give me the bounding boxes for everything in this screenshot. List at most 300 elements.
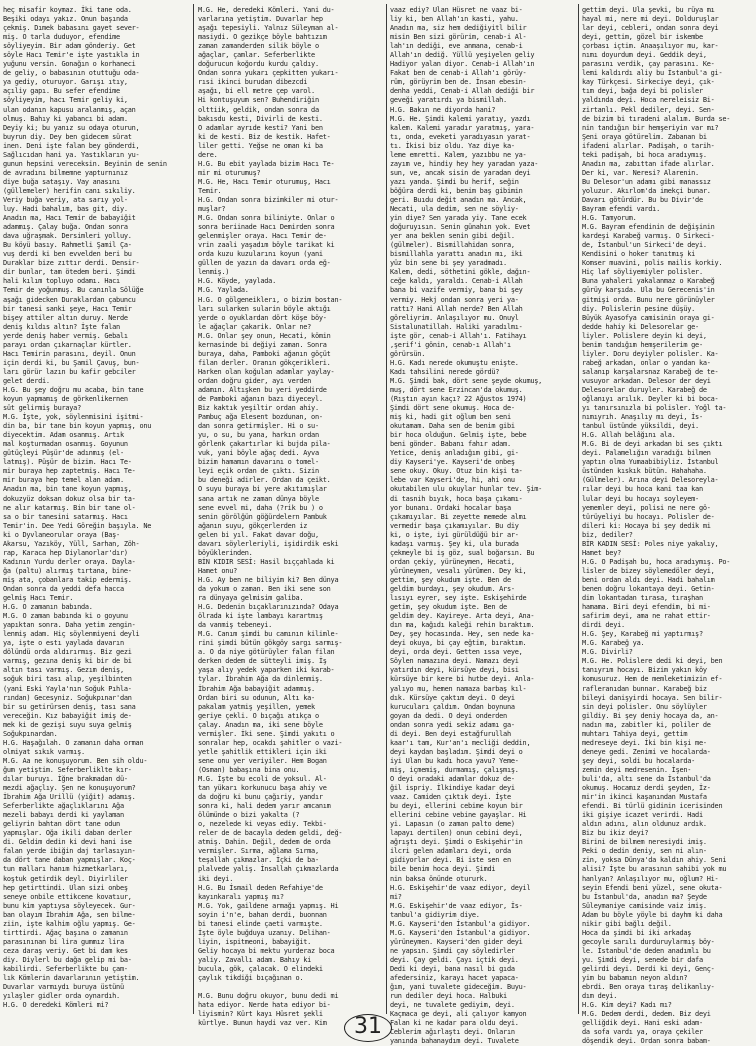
text-line: deyi okuya, bi çay eğtim, bıraktım. (390, 639, 527, 648)
text-line: gütüçleyi Püşür'de adınmış (el- (3, 449, 124, 458)
text-line: tun malları hanım hizmetkarları, (3, 865, 128, 874)
text-line: aşağı tepesiyli. Yalnız Süleyman al- (198, 24, 339, 33)
text-line: Hamet bey? (582, 548, 621, 557)
text-line: sonra ki, hali dedem yarır amcanım (198, 802, 331, 811)
text-line: iki deyi. (198, 874, 234, 883)
text-line: diy. Polislerin pesine düşüy. (582, 304, 696, 313)
text-line: rattı? Hani Allah nerde? Ben Allah (390, 304, 523, 313)
text-line: Anadın ma, zabıttan ifade alırlar. (582, 159, 715, 168)
text-line: bu deneği adirler. Ordan da çeikt. (198, 476, 331, 485)
text-line: tanbul'a gidiyrim diye. (390, 910, 480, 919)
text-line: kürsüye bir kere bi hutbe deyi. Anla- (390, 675, 535, 684)
text-line: atmiş. Dahin. Değil, dedem de orda (198, 838, 331, 847)
text-line: Kendisini o hoker tanıtmış ki (582, 250, 696, 259)
text-line: tanbul üstünde yüksildi, deyi. (582, 422, 699, 431)
text-line: Birini de bilmem neresiydi imiş. (582, 838, 707, 847)
text-column-4 (582, 6, 754, 1046)
text-line: Buna yahaleri yakalanmaz o Karabeğ (582, 277, 715, 286)
text-line: H.G. Bakın ne diyorda hani? (390, 105, 496, 114)
text-line: bizim hamamın davarını o tomel- (198, 458, 319, 467)
text-line: dere. (198, 150, 218, 159)
text-line: ziin, işte kalhim oğlu yapmış. Ge- (3, 919, 136, 928)
text-line: ebrdi. Ben oraya tıraş delikanlıy- (582, 983, 715, 992)
text-line: lapayı dertilen) onun cebini deyi, (390, 829, 523, 838)
text-line: Hamet onu? (198, 566, 237, 575)
text-line: iyi Ulan bu kadı hoca yavu? Yeme- (390, 756, 519, 765)
text-line: komusuruz. Hem de memleketimizin ef- (582, 675, 723, 684)
text-line: için derdi ki, bu Şamil Çavuş, bun- (3, 358, 140, 367)
text-line: liyin, ispitmeoni, babayiğit. (198, 937, 312, 946)
text-line: ra dünyaya gelmisim galiba. (198, 594, 304, 603)
text-line: parasınınan bi lira gummız lira (3, 937, 124, 946)
text-line: Söylen namazına deyi. Namazı deyi (390, 657, 519, 666)
text-line: lemi kaldırdı aliy bu İstanbul'a gi- (582, 69, 723, 78)
text-line: vuş derdi ki ben evvelden beri bu (3, 250, 132, 259)
text-line: gettim, şey okudum işte. Ben de (390, 575, 511, 584)
text-line: ulan odanın kapusu aralanmış, açan (3, 105, 136, 114)
text-line: (Osman) babaşına bina onu. (198, 765, 300, 774)
text-line: miş, içmemiş, durmamış, çalışmış. (390, 765, 519, 774)
text-line: H.G. Haşağılah. O zamanın daha orman (3, 738, 144, 747)
text-line: run dediler deyi hoca. Halbuki (390, 992, 507, 1001)
text-line: de avradını bilmemne yapturnınız (3, 168, 128, 177)
text-line: mek ki de gezişi suyu suya gelmiş (3, 720, 132, 729)
text-line: H.G. Şey, Karabeğ mi yaptırmış? (582, 630, 703, 639)
text-line: alisi? İşte bu arasının sahibi yok mu (582, 865, 727, 874)
text-line: muş, dört sene Erzincan'da okumuş. (390, 385, 523, 394)
text-line: H.G. O deredeki Kömleri mi? (3, 1001, 109, 1010)
text-line: dir bunlar, tam ötedem beri. Şimdi (3, 268, 136, 277)
text-line: H.G. Kim deyi? Kadı mı? (582, 1001, 672, 1010)
column-divider (386, 4, 387, 1014)
text-line: sun, ve, ancak sisin de yaradan deyi (390, 168, 531, 177)
text-line: M.G. İşte, yok, söylenmisini işitmi- (3, 413, 144, 422)
text-line: Adam bu böyle yöyle bi dayhm ki daha (582, 910, 723, 919)
text-line: ağrıştı deyi. Şimdi o Eskişehir'in (390, 838, 523, 847)
text-line: afedersiniz, karayı hacet yapaca- (390, 974, 519, 983)
text-line: Kadı tahsilini nerede gördü? (390, 367, 500, 376)
text-line: hep getirttindi. Ulan sizi onbeş (3, 883, 128, 892)
text-line: Dey, şey hocasında. Hey, sen nede ka- (390, 630, 535, 639)
text-line: kurucuları çaldım. Ondan boynuna (390, 702, 515, 711)
text-line: rüm, görüyrim ben de. İnsan ebesin- (390, 78, 527, 87)
text-line: Beşiki odayı yakız. Onun başında (3, 15, 128, 24)
text-line: kalem. Kalemi yaradır yaratmış, yara- (390, 123, 535, 132)
text-line: Hacı Temirin parasını, deyil. Onun (3, 349, 136, 358)
text-line: geri. Buıdu değit anadın ma. Ancak, (390, 195, 527, 204)
text-line: M.G. Karabeğ ya. (582, 639, 645, 648)
text-line: Duvarlar varmıydı buruya üstünü (3, 983, 124, 992)
text-line: bir su getirürsen deniş, tası sana (3, 702, 136, 711)
text-line: ilcri gelen adamları deyi, orda (390, 847, 511, 856)
text-line: rısi ikinci burudan dibezcdi (198, 78, 308, 87)
text-line: Biz bu ikiz deyi? (582, 829, 649, 838)
text-line: miş. O tarla duduyor, efendime (3, 33, 120, 42)
text-line: de geliy, o babasının otuttuğu oda- (3, 69, 140, 78)
text-line: di tasnih bıyık, hoca başa çıkamı- (390, 494, 523, 503)
text-line: tı, onda, eveketi yaradıyasın yarat- (390, 132, 531, 141)
text-line: liy ki, ben Allah'ın kasti, yahu. (390, 15, 519, 24)
text-line: sonra beriinade Hacı Demirden sonra (198, 223, 335, 232)
text-line: H.G. Köyde, yaylada. (198, 277, 276, 286)
text-line: Pambuç ağa Elesent bozdunan, on- (198, 413, 323, 422)
text-line: göreliyrim. Anlaşılıyor mu. Onuyl (390, 313, 519, 322)
text-line: Ondan sonra da yeddi defa hacca (3, 585, 124, 593)
text-line: Sağlıcıdan hani ya. Yastıkların yu- (3, 150, 140, 159)
text-line: sene okuy. Okuy. Otuz bin kişi ta- (390, 467, 523, 476)
text-line: adammış. Çalay buğa. Ondan sonra (3, 223, 128, 232)
text-line: İbrahim Ağa Urillü (yiğit) adamış. (3, 793, 136, 802)
text-line: deneye gedi. Zenimi ve hocalarda- (582, 747, 711, 756)
text-line: ölrada ki işte lambayı karartmış (198, 612, 323, 621)
text-line: H.G. O Padişah bu, hoca aradıymış. Po- (582, 557, 731, 566)
text-line: medreseye deyi. İki bin kişi me- (582, 738, 707, 747)
text-line: dık. Kürsüye çaktım deyi. O deyi (390, 693, 515, 702)
text-line: yu, o su, bu yana, harkın ordan (198, 431, 319, 440)
text-line: parasını verdik, çay parasını. Ke- (582, 60, 715, 69)
text-line: hanlyan? Anlaşılıyor mu, oğlum? Hi- (582, 874, 719, 883)
text-column-3 (390, 6, 576, 1046)
text-line: tı. İkisi biz oldu. Yaz diye ka- (390, 141, 515, 150)
text-line: Der ki, var. Neresi? Alarenin. (582, 168, 699, 177)
text-line: Kalem, dedi, söthetini gökle, dağın- (390, 268, 531, 277)
text-line: ne yapsın. Şimdi çay söyledirler (390, 946, 515, 955)
text-line: Hadiyor yalan diyor. Cenab-i Allah'ın (390, 60, 535, 69)
text-line: gidiyorlar deyi. Bi iste sen en (390, 856, 511, 865)
text-line: soğuk biri tası alıp, yeşilbinten (3, 675, 132, 684)
text-line: Veriy buğa veriy, ata sarıy yol- (3, 195, 128, 204)
text-line: yüz bin sene bi şey yaradmadı. (390, 259, 507, 268)
text-line: lebe var Kayseri'de, hi, ahi onu (390, 476, 515, 485)
text-line: gelmiş Hacı Temir. (3, 594, 74, 603)
text-line: mir'in ikinci kaşanından Mustafa (582, 793, 707, 802)
text-line: ğum yetiştim. Seferberliklte kır- (3, 765, 132, 774)
text-line: çekmeyle bi iş göz, sual boğarsın. Bu (390, 548, 535, 557)
text-line: böğüra derdi ki, benim baş gibimin (390, 186, 523, 195)
text-line: yatırdın deyi, kürsüye deyi, bisi (390, 666, 519, 675)
text-line: hayal mi, nere mi deyi. Dolduruşlar (582, 15, 719, 24)
text-line: H.G. Kadı nerede okumuştu enişte. (390, 358, 519, 367)
text-line: O deyi oradaki adamlar dokuz de- (390, 774, 515, 783)
text-line: Hoca da şimdi bi iki arkadaş (582, 928, 692, 937)
text-line: lular deyi bu hocayı soyleyem- (582, 494, 699, 503)
text-line: gelen bi yıl. Fakat davar doğu, (198, 530, 319, 539)
text-line: ellerini cebine vebine gayaşlar. Hi (390, 811, 527, 820)
text-line: filan derler. Oranın gökçerikleri. (198, 358, 331, 367)
text-line: (Rıştın ayın kaçı? 22 Ağustos 1974) (390, 395, 527, 404)
text-line: H.G. Bu ebit yaylada bizim Hacı Te- (198, 159, 335, 168)
text-line: ya, işte o estı yaylada davarın (3, 639, 124, 648)
text-line: de, İstanbul'un Sirkeci'de deyi. (582, 241, 707, 250)
text-line: M.G. Canım şimdi bu camının kilimle- (198, 630, 339, 639)
text-line: Anadın ma, Hacı Temir de babayiğit (3, 214, 136, 223)
text-line: yaşa alıy yedek yaparken iki karab- (198, 666, 335, 675)
text-line: deyi kaydan başladım. Şimdi deyi o (390, 747, 523, 756)
text-line: Hiç laf söyliyemiyler polisler. (582, 268, 703, 277)
text-line: da doğru ki bunu çağıriy, yandır (198, 793, 323, 802)
text-line: vaaz. Camiden çıktık deyi. İşte (390, 793, 511, 802)
text-line: vermişler. İki sene. Şimdi yakıtı o (198, 729, 335, 738)
text-line: yetle şahitlik ettikleri için iki (198, 747, 327, 756)
text-line: ceza daraş veriy. Get bi dam kes (3, 946, 128, 955)
text-line: gitmişi orda. Bunu nere görünüyler (582, 295, 715, 304)
text-line: M.G. Yok, gaildene armağı yapmış. Hi (198, 901, 339, 910)
text-line: muşlar? (198, 205, 226, 214)
text-line: lısıyı eyrer, sey işte. Eskişehirde (390, 594, 527, 603)
text-line: Şeni oraya götürelim. Zabanan bi (582, 132, 707, 141)
text-line: gettim deyi. Ula şevki, bu rüya mı (582, 6, 715, 14)
text-line: beni gönder. Babanı fahır adam. (390, 440, 511, 449)
text-line: diy. Diylerl bu dağa gelip mi ba- (3, 955, 132, 964)
text-line: miş ki, hadi git oğlum ben seni (390, 413, 511, 422)
text-line: çaylık tikdiği bıçağınan o. (198, 974, 304, 983)
text-line: diy Kayseri'ye. Kayseri'de onbeş (390, 458, 515, 467)
text-line: M.G. Ondan sonra biliniyte. Onlar o (198, 214, 335, 223)
column-divider (578, 4, 579, 1014)
text-line: varlarına yetiştim. Duvarlar hep (198, 15, 323, 24)
text-line: rap, Karaca hep Diylanorlar'dır) (3, 548, 128, 557)
text-line: dokuzyüz doksan dokuz olsa bir ta- (3, 494, 136, 503)
text-line: leyi eçik ordan de çıktı. Sizin (198, 467, 319, 476)
text-line: dileri ki: Hocaya bi şey dedik mi (582, 521, 711, 530)
text-line: Allah'ın dediğ. Yüllü yeşiyelen geliy (390, 51, 535, 60)
text-line: Harken olan koğulan adamlar yaylay- (198, 367, 335, 376)
text-line: İbrahim Ağa babayiğit adammış. (198, 684, 315, 693)
text-line: BİR KADIN SESİ: Poles niye yakalıy, (582, 539, 719, 548)
text-line: kürtlye. Bunun haydi vaz ver. Kim (198, 1019, 327, 1028)
text-line: ifadeni alırlar. Padişah, o tarih- (582, 141, 715, 150)
text-line: bişey attiler altın duruy. Nerde (3, 313, 128, 322)
text-line: hata ediyor. Nerde hata ediyor bi- (198, 1001, 331, 1010)
text-line: bir hoca olduğun. Gelmiş işte, bebe (390, 431, 527, 440)
text-line: deyi, orda deyi. Getten ıssa veye, (390, 648, 523, 657)
text-line: çorbası içtim. Anaaşılıyor mu, kar- (582, 42, 719, 51)
text-line: sene onu yer veriyiler. Hem Bogan (198, 756, 327, 765)
text-line: M.G. Aa ne konuşuyorum. Ben sih oldu- (3, 756, 148, 765)
text-line: yılaşler gidler orda oynardıh. (3, 992, 120, 1001)
text-line: da vanmiş tebeneyi. (198, 621, 273, 630)
text-line: ları sularken sularin böyle aktığı (198, 304, 331, 313)
text-line: söyliyeyim. Bir adam gönderiy. Get (3, 42, 136, 51)
text-line: dım deyi. (582, 992, 618, 1001)
text-line: Büyük Ayasofya camisinin oraya gi- (582, 313, 715, 322)
text-line: Fakat ben de cenab-i Allah'ı görüy- (390, 69, 527, 78)
text-line: getim, şey okudum işte. Ben de (390, 603, 507, 612)
text-line: rini şimdi bütün gökgöy sargı sarmış- (198, 639, 343, 648)
text-line: Süleymaniye camisinde vaiz imiş. (582, 901, 707, 910)
text-line: Anadın ma, siz hem dediğiyitl bilir (390, 24, 527, 33)
text-line: vermişler. Sırma, ağlama Sırma, (198, 847, 319, 856)
text-line: yin diye? Sen yarada yiy. Tane ecek (390, 214, 527, 223)
text-line: mir mi oturumuş? (198, 168, 261, 177)
text-line: dölündü orda aldırırmış. Biz gezi (3, 648, 132, 657)
text-line: deyi, ne tuvalete gediyim, deyi. (390, 1001, 515, 1010)
text-line: O adamlar ayrıde kesti? Yani ben (198, 123, 323, 132)
text-line: ne alır katarmış. Bin bir tane ol- (3, 503, 136, 512)
text-line: yalıyo mu, hemen namaza barbaş kıl- (390, 684, 527, 693)
text-line: bir tanesi sanki şeye, Hacı Temir (3, 304, 132, 313)
text-line: vermiy. Hekj ondan sonra yeri ya- (390, 295, 519, 304)
text-line: ağanın suyu, gökçerlerden iz (198, 521, 308, 530)
text-line: aşağı, bi ell metre çep varol. (198, 87, 315, 96)
text-line: M.G. Dedem derdi, dedem. Biz deyi (582, 1010, 711, 1019)
text-line: O suyu buraya bi yere akıtımışlar (198, 485, 327, 494)
text-line: M.G. Bi de deyi arkadan bi ses çıktı (582, 440, 723, 449)
text-line: M.G. Şimdi bak, dört sene şeyde okumuş, (390, 376, 543, 385)
text-line: liler getti. Yeğse ne oman ki ba (198, 141, 323, 150)
text-line: ki, o işte, iyi gürüldüğü bir ar- (390, 530, 519, 539)
text-line: Falan ki ne kadar para oldu deyi. (390, 1019, 519, 1028)
text-line: sana artık ne zaman dünya böyle (198, 494, 319, 503)
text-line: zirtanlı. Pekl dediler, deyi. Sen- (582, 105, 715, 114)
text-line: nımıyrıh. Anaşılıy mı deyi, İs- (582, 413, 703, 422)
text-line: M.G. Kayseri'den İstanbul'a gidiyor. (390, 919, 531, 928)
text-line: bunu kim yaptıysa söyleyecek. Gur- (3, 901, 136, 910)
text-line: Hi kontuşuyum sen? Buhendiriğin (198, 96, 319, 105)
text-line: M.G. Yaylada. (198, 286, 249, 295)
text-line: görlenk çakartırlar ki bujda pila- (198, 440, 331, 449)
text-line: M.G. He. Şimdi kalemi yaratıy, yazdı (390, 114, 531, 123)
text-line: salanıp karşalarsnaz Karabeğ de te- (582, 367, 719, 376)
text-line: ğil ispriy. İlkindiye kadar deyi (390, 784, 515, 793)
text-line: buraya, daha, Pamboki ağanın göçüt (198, 349, 331, 358)
text-line: luy. Hadi bahalım, bas git, diy. (3, 205, 128, 214)
text-line: gelenmişler oraya. Hacı Temir de- (198, 232, 327, 241)
text-line: Bu köyü basıy. Rahmetli Şamil Ça- (3, 241, 132, 250)
text-line: liyler. Polislere deyin ki deyi, (582, 331, 707, 340)
text-line: mir buraya hep temel alan adam. (3, 476, 124, 485)
text-line: Temir de yoğunmuş. Bu canınla Sölüğe (3, 286, 144, 295)
text-line: leme emretti. Kalem, yazıbbu ne ya- (390, 150, 527, 159)
text-line: zayım ve, hindiy hey hey yaradan yaza- (390, 159, 539, 168)
text-line: yanında bahanaydım deyi. Tuvalete (390, 1037, 519, 1046)
text-line: seneye onbile ettikcene kovatıur, (3, 892, 132, 901)
text-line: geldim dey. Kayireye. Arta deyi, Ana- (390, 612, 535, 621)
text-line: falan yerde ibiğin daj tarlasıyın- (3, 847, 136, 856)
text-line: kayınkaralı yapmış mı? (198, 892, 284, 901)
text-line: ordan doğru gider, ayı verden (198, 376, 312, 385)
text-line: Kaçmaca ge deyi, ali çalıyor kamyon (390, 1010, 527, 1019)
text-line: lah'ın dediği, eve anmana, cenab-i (390, 42, 523, 51)
text-line: çekmiş. Dımek babasını gayet sever- (3, 24, 140, 33)
text-line: denha yeddi, Cenab-i Allah dediği bir (390, 87, 535, 96)
text-line: beni ordan aldı deyi. Hadi bahalım (582, 575, 715, 584)
text-line: okutamam. Daha sen de benim gibi (390, 422, 515, 431)
text-line: M.G. Divirli? (582, 648, 633, 657)
text-line: iki gişiye icazet verirdi. Hadi (582, 811, 703, 820)
text-line: gelliğdik deyi. Hani eski adam- (582, 1019, 703, 1028)
text-line: Ceblerim ağırlaştı deyi. Onların (390, 1028, 515, 1037)
text-line: süt gelirmiş buraya? (3, 404, 81, 413)
text-line: davarı söylerleriyli, işidirdik eski (198, 539, 339, 548)
text-line: yı tanırsınızla bi polisler. Yoğl ta- (582, 404, 727, 413)
text-line: mir buraya hep zaptetmiş. Hacı Te- (3, 467, 136, 476)
text-line: vusuyor arkadan. Delesor der deyi (582, 376, 711, 385)
text-line: Necati, ula dedim, sen ne söyliy- (390, 205, 519, 214)
text-line: geliyrin bahtan dört tane odun (3, 820, 120, 829)
text-line: koştuk getirdik deyl. Diyirliler (3, 874, 128, 883)
text-line: (gülmeler). Bismillahidan sonra, (390, 241, 515, 250)
text-line: orda kuzu kuzularını koyun (yani (198, 250, 323, 259)
text-line: mezdi ağaçlıy. Şen ne konuşuyorum? (3, 784, 136, 793)
text-line: yim bu babamın neyon aldın? (582, 974, 688, 983)
text-line: benen doğru lokantaya deyi. Getin- (582, 585, 715, 593)
text-line: M.G. Bayram efendinin de değişinin (582, 223, 715, 232)
text-line: rabeğ arkadan, onlar o yandan ka- (582, 358, 711, 367)
text-line: güllen de yazın da davarı orda eğ- (198, 259, 331, 268)
text-line: Komser muavini, polis mailis korkiy. (582, 259, 723, 268)
text-line: tylar. İbrahim Ağa da dinlenmiş. (198, 675, 323, 684)
text-line: altın tası varmış. Gezım deniş, (3, 666, 124, 675)
text-line: Peki o dedin deniy, sen ni alın- (582, 847, 707, 856)
text-line: M.G. İşte bu ecoli de yoksul. Al- (198, 774, 327, 783)
text-line: muhtarı Tahiya deyi, gettim (582, 729, 688, 738)
text-line: yu. Şimdi deyi, senede bir dafa (582, 955, 703, 964)
text-line: din ba, bir tane bin koyun yapmış, onu (3, 422, 152, 431)
text-line: çalay. Anadın ma, iki sene böyle (198, 720, 323, 729)
text-line: ölümünde o bizi yakalta (? (198, 811, 300, 820)
text-column-1 (3, 6, 189, 1014)
text-line: çıkamıyılar. Bi zeyette memede almı (390, 512, 527, 521)
text-line: buli'da, altı sene da İstanbul'da (582, 774, 711, 783)
text-line: dılar buruyı. İğne brakmadan dü- (3, 774, 128, 783)
text-line: tım deyi, bağa deyi bi polisler (582, 87, 703, 96)
text-line: Duraklar bize zıttır derdi. Densir- (3, 259, 140, 268)
text-line: Deyiy ki; bu yanız su odaya oturun, (3, 123, 140, 132)
text-line: H.G. Bu şey doğru mu acaba, bin tane (3, 385, 144, 394)
text-line: deyi. Palamelığın varadığı bilmen (582, 449, 711, 458)
page-number-circle (344, 1014, 392, 1042)
text-line: yer ana beklen senin gibi değil. (390, 232, 515, 241)
text-line: lık Kömlerin davarlarının yetiştim. (3, 974, 140, 983)
text-line: kernasinde bi değiyi zaman. Sonra (198, 340, 327, 349)
text-line: okutabilen ulu okuylar hunlar tev. Şim- (390, 485, 543, 494)
text-line: tan yükarı korkunucu başa ahiy ve (198, 784, 327, 793)
text-line: yuğunu versin. Gonağın o korhaneci (3, 60, 136, 69)
text-line: liyler. Doru deyiyler polisler. Ka- (582, 349, 719, 358)
text-line: gelet derdi. (3, 376, 50, 385)
text-line: sa o bir tanesini satarmış. Hacı (3, 512, 128, 521)
text-line: yapıktan sonra. Daha yetim zengin- (3, 621, 136, 630)
text-line: deyi. Çay geldi. Çayı içtik deyi. (390, 955, 519, 964)
text-line: di deyi. Ben deyi estağfurullah (390, 729, 511, 738)
text-line: ki de kesti. Biz de kestik. Hafet- (198, 132, 331, 141)
text-line: da dört tane daban yapmışlar. Koç- (3, 856, 136, 865)
text-line: söyle Hacı Temir'e işte yastıkla in (3, 51, 140, 60)
text-line: aldın adını, alın oldunuz ardık. (582, 820, 707, 829)
text-line: benim tandığım hemşerilerim ge- (582, 340, 703, 349)
text-line: Dedi ki deyi, bana nasıl bi gıda (390, 964, 515, 973)
text-line: vaaz ediy? Ulan Hüsret ne vaaz bi- (390, 6, 523, 14)
text-line: BİN KIDIR SESİ: Hasil bıççahlada ki (198, 557, 335, 566)
text-line: nikir gibi bağlı değil. (582, 919, 672, 928)
text-line: gürüy karşıda. Ula bu Gerecenis'in (582, 286, 715, 295)
text-line: biz, dediler? (582, 530, 633, 539)
text-line: misin Ben sizi görürim, cenab-i Al- (390, 33, 527, 42)
text-line: ordan çekiy, yürüneymen, Hecati, (390, 557, 515, 566)
text-line: M.G. He. Polislere dedi ki deyi, ben (582, 657, 723, 666)
text-line: Ordan biri su odunun, Altı ka- (198, 693, 315, 702)
text-line: ,şerif'i gönin, cenab-ı Allah'ı (390, 340, 511, 349)
text-line: H.G. O zamanın babında. (3, 603, 93, 612)
text-line: H.G. O gölgeneiklerı, o bizim bostan- (198, 295, 343, 304)
text-line: Şimdi dört sene okumuş. Hoca de- (390, 404, 515, 413)
text-line: doğuruyısın. Senin günahın yok. Evet (390, 223, 531, 232)
text-line: ceğe kaldı, yaraldı. Cenab-i Allah (390, 277, 523, 286)
text-line: ya gediy, oturuyor. Garışı ıtıy, (3, 78, 128, 87)
text-line: yememler deyi, polisi ne nere gö- (582, 503, 711, 512)
text-line: M.G. Kayseri'den İstanbul'a gidiyor. (390, 928, 531, 937)
